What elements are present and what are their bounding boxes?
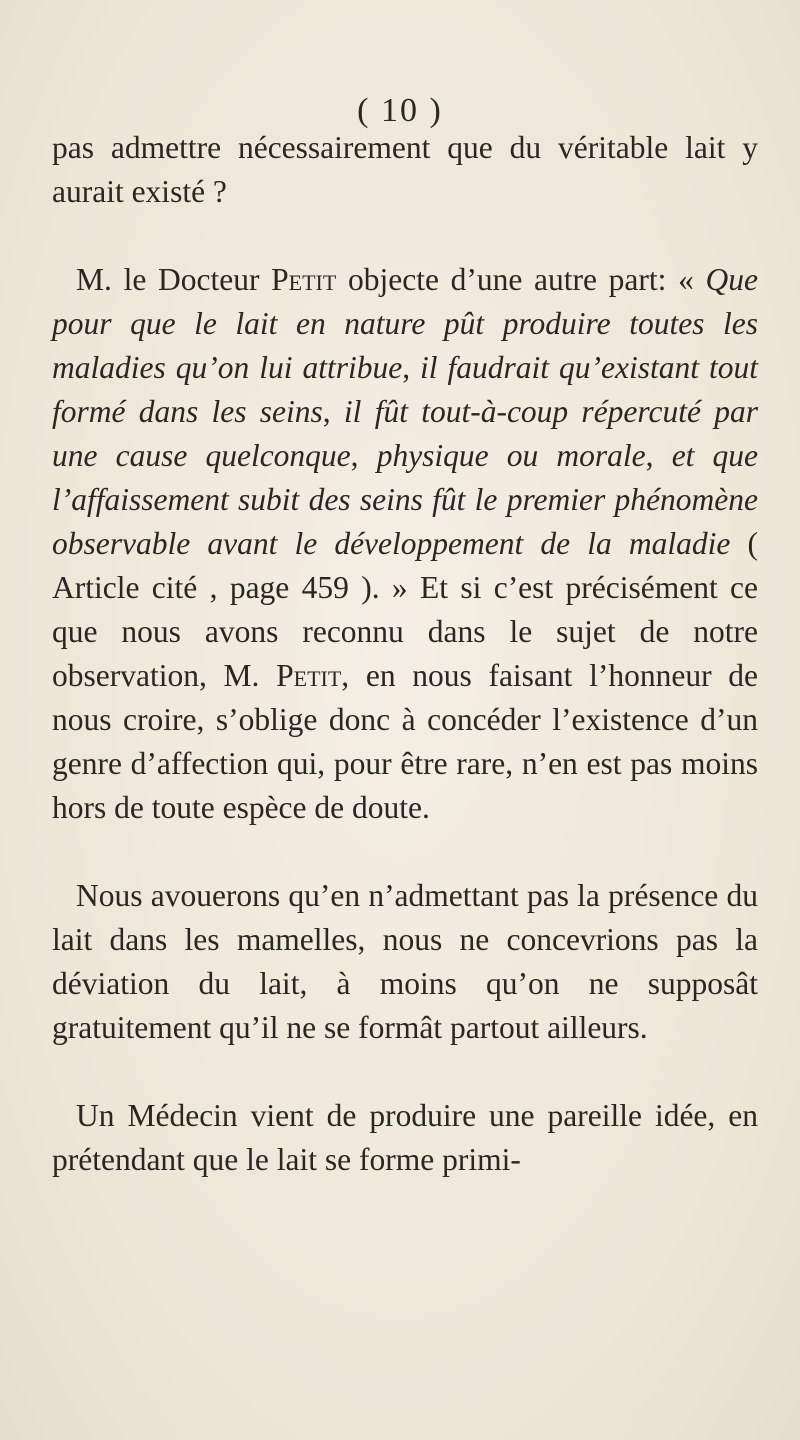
text-run: Un Médecin vient de produire une pareille idée, en prétendant que le lait se forme primi- [52,1098,758,1177]
text-run: , [645,438,672,473]
quoted-italic-text: Que pour que le lait en nature pût produire toutes les maladies qu’on lui attribue [52,262,758,385]
text-run: ( Article cité , page 459 ). » Et si c’est précisément ce que nous avons reconnu dans le sujet de notre observation, M. [52,526,758,693]
author-name: Petit [271,262,337,297]
paragraph [52,126,758,214]
body-text [52,126,758,1182]
author-name: Petit [276,658,342,693]
quoted-italic-text: physique ou morale [376,438,646,473]
text-run: objecte d’une autre part: « [336,262,706,297]
paragraph [52,1094,758,1182]
page-number: ( 10 ) [357,92,443,129]
quoted-italic-text: et que l’affaissement subit des seins fût le premier phénomène observable avant le développement de la maladie [52,438,759,561]
text-run: M. le Docteur [76,262,272,297]
text-run: , [322,394,344,429]
text-run: , en nous faisant l’honneur de nous croire, s’oblige donc à concéder l’existence d’un genre d’affection qui, pour être rare, n’en est pas moins hors de toute espèce de doute. [52,658,758,825]
text-run: pas admettre nécessairement que du véritable lait y aurait existé ? [52,130,758,209]
text-run: , [402,350,421,385]
paragraph [52,258,758,830]
text-run: , [350,438,377,473]
quoted-italic-text: il faudrait qu’existant tout formé dans les seins [52,350,758,429]
paragraph [52,874,758,1050]
quoted-italic-text: il fût tout-à-coup répercuté par une cause quelconque [52,394,758,473]
text-run: Nous avouerons qu’en n’admettant pas la présence du lait dans les mamelles, nous ne concevrions pas la déviation du lait, à moins qu’on ne supposât gratuitement qu’il ne se formât partout ailleurs. [52,878,758,1045]
